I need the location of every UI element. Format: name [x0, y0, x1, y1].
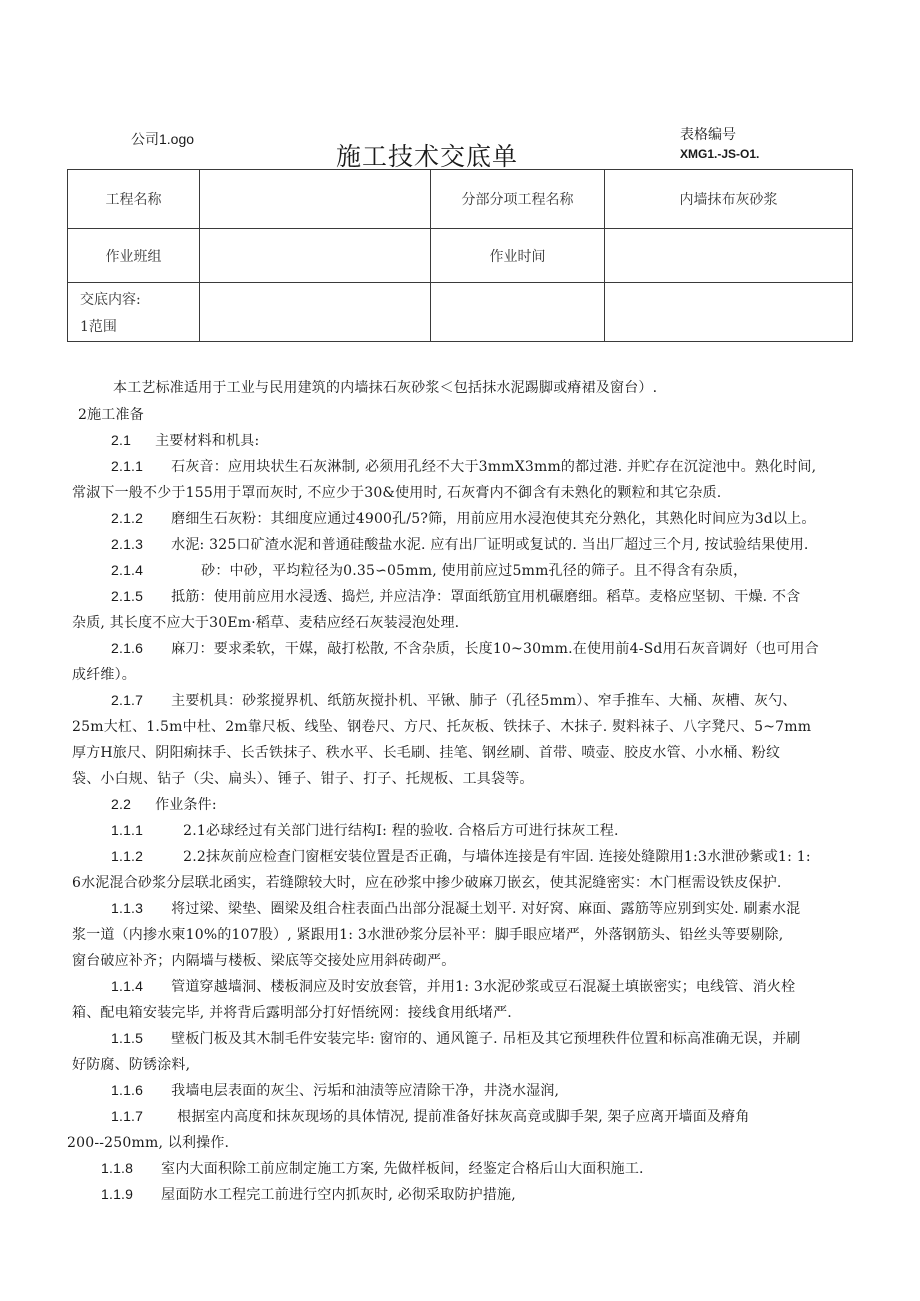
paragraph-text: 管道穿越墙洞、楼板洞应及时安放套管，并用1: 3水泥砂浆或豆石混凝土填嵌密实；电线管、消火栓	[171, 979, 796, 995]
paragraph-line	[111, 638, 819, 658]
section-number: 1.1.7	[111, 1108, 144, 1124]
project-name-label: 工程名称	[68, 170, 200, 229]
paragraph-line	[111, 560, 747, 580]
paragraph-line	[113, 377, 657, 397]
form-number-code: XMG1.-JS-O1.	[680, 147, 760, 161]
section-number: 1.1.4	[111, 978, 144, 994]
paragraph-text: 200--250mm, 以利操作.	[67, 1135, 230, 1151]
project-name-value	[200, 170, 431, 229]
section-number: 1.1.2	[111, 848, 144, 864]
paragraph-line	[111, 794, 217, 814]
paragraph-text: 磨细生石灰粉：其细度应通过4900孔/5?筛，用前应用水浸泡使其充分熟化，其熟化时间应为3d以上。	[171, 511, 816, 527]
paragraph-line	[111, 898, 800, 918]
paragraph-line	[111, 430, 259, 450]
paragraph-line	[78, 404, 144, 424]
paragraph-text: 2.2抹灰前应检查门窗框安装位置是否正确，与墙体连接是有牢固. 连接处缝隙用1:3水泄砂紫或1: 1:	[183, 849, 811, 865]
paragraph-line	[111, 456, 816, 476]
section-number: 2.1.7	[111, 692, 144, 708]
empty-cell	[431, 283, 605, 342]
header-info-table	[67, 169, 853, 342]
section-number: 2.2	[111, 796, 132, 812]
paragraph-text: 室内大面积除工前应制定施工方案, 先做样板间，经鉴定合格后山大面积施工.	[161, 1161, 644, 1177]
paragraph-line	[111, 820, 619, 840]
paragraph-line	[72, 482, 721, 502]
paragraph-line	[72, 612, 459, 632]
paragraph-text: 箱、配电箱安装完毕, 并将背后露明部分打好悟统网：接线食用纸堵严.	[72, 1005, 512, 1021]
section-number: 1.1.5	[111, 1030, 144, 1046]
empty-cell	[200, 283, 431, 342]
paragraph-text: 成纤维）。	[72, 667, 136, 683]
paragraph-text: 厚方H旅尺、阴阳痢抹手、长舌铁抹子、秩水平、长毛刷、挂笔、钢丝刷、首带、喷壶、胶皮水管、小水桶、粉纹	[72, 745, 781, 761]
paragraph-line	[111, 586, 800, 606]
section-number: 2.1.2	[111, 510, 144, 526]
paragraph-line	[111, 976, 795, 996]
paragraph-text: 将过梁、梁垫、圈梁及组合柱表面凸出部分混凝土划平. 对好窝、麻面、露筋等应别到实处. 刷素水混	[171, 901, 801, 917]
paragraph-line	[111, 508, 816, 528]
paragraph-line	[72, 768, 534, 788]
paragraph-line	[111, 1028, 801, 1048]
paragraph-line	[72, 872, 782, 892]
paragraph-line	[72, 924, 783, 944]
company-logo-text: 公司1.ogo	[131, 131, 195, 147]
table-row	[68, 229, 853, 283]
paragraph-line	[111, 1080, 559, 1100]
paragraph-line	[72, 950, 455, 970]
section-number: 2.1.1	[111, 458, 144, 474]
paragraph-text: 我墙电层表面的灰尘、污垢和油渍等应清除干净，井浇水湿润,	[171, 1083, 560, 1099]
paragraph-text: 窗台破应补齐；内隔墙与楼板、梁底等交接处应用斜砖砌严。	[72, 953, 456, 969]
table-row	[68, 283, 853, 342]
paragraph-text: 石灰音：应用块状生石灰淋制, 必须用孔经不大于3mmX3mm的都过港. 并贮存在沉淀池中。熟化时间,	[171, 459, 817, 475]
paragraph-line	[101, 1184, 516, 1204]
paragraph-text: 主要机具：砂浆搅界机、纸筋灰搅扑机、平锹、肺子（孔径5mm）、窄手推车、大桶、灰槽、灰勺、	[171, 693, 797, 709]
table-row	[68, 170, 853, 229]
paragraph-text: 根据室内高度和抹灰现场的具体情况, 提前准备好抹灰高竟或脚手架, 架子应离开墙面及瘠角	[177, 1109, 750, 1125]
section-number: 1.1.6	[111, 1082, 144, 1098]
section-number: 1.1.8	[101, 1160, 134, 1176]
paragraph-text: 主要材料和机具:	[155, 433, 260, 449]
paragraph-line	[72, 1002, 512, 1022]
paragraph-line	[72, 742, 780, 762]
paragraph-text: 6水泥混合砂浆分层联北函实，若缝隙较大时，应在砂浆中掺少破麻刀嵌玄，使其泥缝密实：木门框需设铁皮保护.	[72, 875, 782, 891]
subproject-name-value: 内墙抹布灰砂浆	[605, 170, 853, 229]
section-number: 1.1.3	[111, 900, 144, 916]
work-time-value	[605, 229, 853, 283]
paragraph-line	[67, 1132, 229, 1152]
paragraph-text: 袋、小白规、钻子（尖、扁头）、锤子、钳子、打子、托规板、工具袋等。	[72, 771, 534, 787]
section-number: 2.1	[111, 432, 132, 448]
section-number: 2.1.3	[111, 536, 144, 552]
paragraph-text: 好防腐、防锈涂料,	[72, 1057, 191, 1073]
page-title: 施工技术交底单	[336, 142, 519, 171]
section-number: 1.1.1	[111, 822, 144, 838]
paragraph-text: 壁板门板及其木制毛件安装完毕: 窗帘的、通风篦子. 吊柜及其它预埋秩件位置和标高准确无误，并刷	[171, 1031, 801, 1047]
paragraph-text: 25m大杠、1.5m中杜、2m靠尺板、线坠、钢卷尺、方尺、托灰板、铁抹子、木抹子. 熨料袜子、八字凳尺、5~7mm	[72, 719, 812, 735]
paragraph-line	[111, 846, 811, 866]
paragraph-text: 浆一道（内掺水柬10%的107股）, 紧跟用1: 3水泄砂浆分层补平：脚手眼应堵严，外落钢筋头、铅丝头等要剔除,	[72, 927, 784, 943]
work-team-value	[200, 229, 431, 283]
paragraph-text: 本工艺标准适用于工业与民用建筑的内墙抹石灰砂浆＜包括抹水泥踢脚或瘠裙及窗台）.	[113, 380, 658, 396]
form-number-label: 表格编号	[680, 127, 736, 143]
paragraph-line	[72, 716, 811, 736]
section-number: 2.1.6	[111, 640, 144, 656]
paragraph-text: 2施工准备	[78, 407, 144, 423]
paragraph-line	[111, 690, 797, 710]
paragraph-text: 水泥: 325口矿渣水泥和普通硅酸盐水泥. 应有出厂证明或复试的. 当出厂超过三个月, 按试验结果使用.	[171, 537, 809, 553]
briefing-content-cell	[68, 283, 200, 342]
paragraph-text: 麻刀：要求柔软，干媒，敲打松散, 不含杂质，长度10~30mm.在使用前4-Sd用石灰音调好（也可用合	[171, 641, 819, 657]
section-number: 2.1.5	[111, 588, 144, 604]
section-number: 1.1.9	[101, 1186, 134, 1202]
paragraph-text: 屋面防水工程完工前进行空内抓灰时, 必彻采取防护措施,	[161, 1187, 516, 1203]
paragraph-text: 抵筋：使用前应用水浸透、捣烂, 并应洁净：罩面纸筋宜用机碾磨细。稻草。麦格应坚韧、干燥. 不含	[171, 589, 801, 605]
paragraph-line	[111, 534, 809, 554]
paragraph-line	[72, 1054, 190, 1074]
section-number: 2.1.4	[111, 562, 144, 578]
subproject-name-label: 分部分项工程名称	[431, 170, 605, 229]
scope-heading: 1范围	[80, 319, 117, 335]
work-time-label: 作业时间	[431, 229, 605, 283]
paragraph-line	[101, 1158, 644, 1178]
work-team-label: 作业班组	[68, 229, 200, 283]
paragraph-line	[72, 664, 136, 684]
paragraph-text: 常淑下一般不少于155用于罩而灰时, 不应少于30&使用时, 石灰膏内不御含有未熟化的颗粒和其它杂质.	[72, 485, 722, 501]
empty-cell	[605, 283, 853, 342]
paragraph-text: 作业条件:	[155, 797, 217, 813]
paragraph-text: 杂质, 其长度不应大于30Em·稻草、麦秸应经石灰装浸泡处理.	[72, 615, 460, 631]
paragraph-line	[111, 1106, 750, 1126]
briefing-content-label: 交底内容:	[80, 292, 141, 308]
paragraph-text: 砂：中砂，平均粒径为0.35∽05mm, 使用前应过5mm孔径的筛子。且不得含有杂质，	[201, 563, 748, 579]
paragraph-text: 2.1必球经过有关部门进行结构I: 程的验收. 合格后方可进行抹灰工程.	[183, 823, 619, 839]
